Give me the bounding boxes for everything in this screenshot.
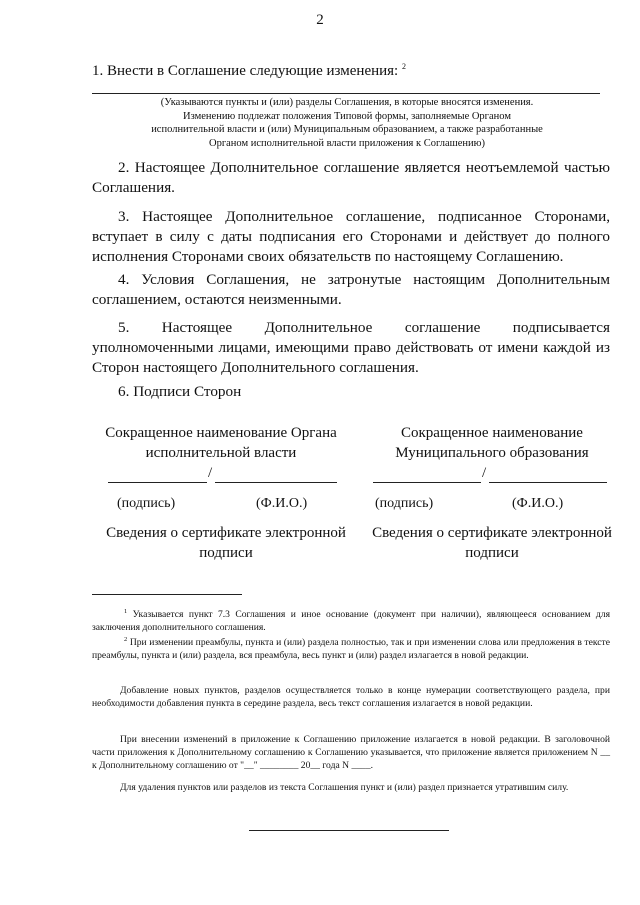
footnote-note-removal: Для удаления пунктов или разделов из текста Соглашения пункт и (или) раздел признается утратившим силу. xyxy=(120,782,569,793)
footnote-note-new-items: Добавление новых пунктов, разделов осуществляется только в конце нумерации соответствующего раздела, при необходимости добавления пункта в середине раздела, весь текст соглашения излагается в новой редакции. xyxy=(92,685,610,709)
footnote-1 xyxy=(92,605,610,634)
end-separator xyxy=(249,830,449,831)
right-certificate xyxy=(362,523,622,563)
left-cert-line-2: подписи xyxy=(199,545,253,561)
item-1 xyxy=(92,62,406,80)
page-number: 2 xyxy=(316,12,324,28)
right-signature-line xyxy=(373,482,481,483)
footnote-separator xyxy=(92,594,242,595)
footnote-mark-2: 2 xyxy=(401,62,406,71)
left-name-line xyxy=(215,482,337,483)
instruction-note xyxy=(92,96,602,150)
instruction-line: исполнительной власти и (или) Муниципальным образованием, а также разработанные xyxy=(151,124,543,135)
right-cert-line-1: Сведения о сертификате электронной xyxy=(372,525,612,541)
footnote-1-mark: 1 xyxy=(124,608,128,615)
right-party xyxy=(362,423,622,463)
item-4: 4. Условия Соглашения, не затронутые настоящим Дополнительным соглашением, остаются неизменными. xyxy=(92,271,610,308)
left-party xyxy=(92,423,350,463)
item-2: 2. Настоящее Дополнительное соглашение является неотъемлемой частью Соглашения. xyxy=(92,159,610,196)
left-org-line-1: Сокращенное наименование Органа xyxy=(105,425,337,441)
right-signature-caption: (подпись) xyxy=(375,496,434,511)
footnote-2-text: При изменении преамбулы, пункта и (или) раздела полностью, так и при изменении слова или предложения в тексте преамбулы, пункта и (или) раздела, вся преамбула, весь пункт и (или) раздел излагается в новой редакции. xyxy=(92,637,610,662)
item-6: 6. Подписи Сторон xyxy=(118,383,242,400)
item-3: 3. Настоящее Дополнительное соглашение, подписанное Сторонами, вступает в силу с даты подписания его Сторонами и действует до полного исполнения Сторонами своих обязательств по настоящему Соглашению. xyxy=(92,208,610,265)
right-slash: / xyxy=(482,465,487,481)
footnote-2-mark: 2 xyxy=(124,636,128,643)
footnote-note-appendix: При внесении изменений в приложение к Соглашению приложение излагается в новой редакции. В заголовочной части приложения к Дополнительному соглашению к Соглашению указывается, что приложение является приложением N __ к Дополнительному соглашению от "__" ________ 20__ года N ____. xyxy=(92,734,610,771)
instruction-line: (Указываются пункты и (или) разделы Соглашения, в которые вносятся изменения. xyxy=(160,97,534,108)
instruction-line: Органом исполнительной власти приложения к Соглашению) xyxy=(209,137,485,149)
left-slash: / xyxy=(208,465,213,481)
left-org-line-2: исполнительной власти xyxy=(145,445,297,461)
left-certificate xyxy=(92,523,360,563)
instruction-line: Изменению подлежат положения Типовой формы, заполняемые Органом xyxy=(183,110,511,122)
footnote-1-text: Указывается пункт 7.3 Соглашения и иное основание (документ при наличии), являющееся основанием для заключения дополнительного соглашения. xyxy=(92,609,610,634)
left-signature-line xyxy=(108,482,207,483)
left-fio-caption: (Ф.И.О.) xyxy=(256,496,308,511)
left-cert-line-1: Сведения о сертификате электронной xyxy=(106,525,346,541)
item-1-text: 1. Внести в Соглашение следующие изменения: xyxy=(92,63,399,79)
fill-in-line xyxy=(92,93,600,94)
right-cert-line-2: подписи xyxy=(465,545,519,561)
right-org-line-1: Сокращенное наименование xyxy=(401,425,583,441)
right-name-line xyxy=(489,482,607,483)
footnote-2 xyxy=(92,633,610,662)
left-signature-caption: (подпись) xyxy=(117,496,176,511)
right-fio-caption: (Ф.И.О.) xyxy=(512,496,564,511)
item-5: 5. Настоящее Дополнительное соглашение подписывается уполномоченными лицами, имеющими право действовать от имени каждой из Сторон настоящего Дополнительного соглашения. xyxy=(92,319,610,376)
right-org-line-2: Муниципального образования xyxy=(395,445,589,461)
